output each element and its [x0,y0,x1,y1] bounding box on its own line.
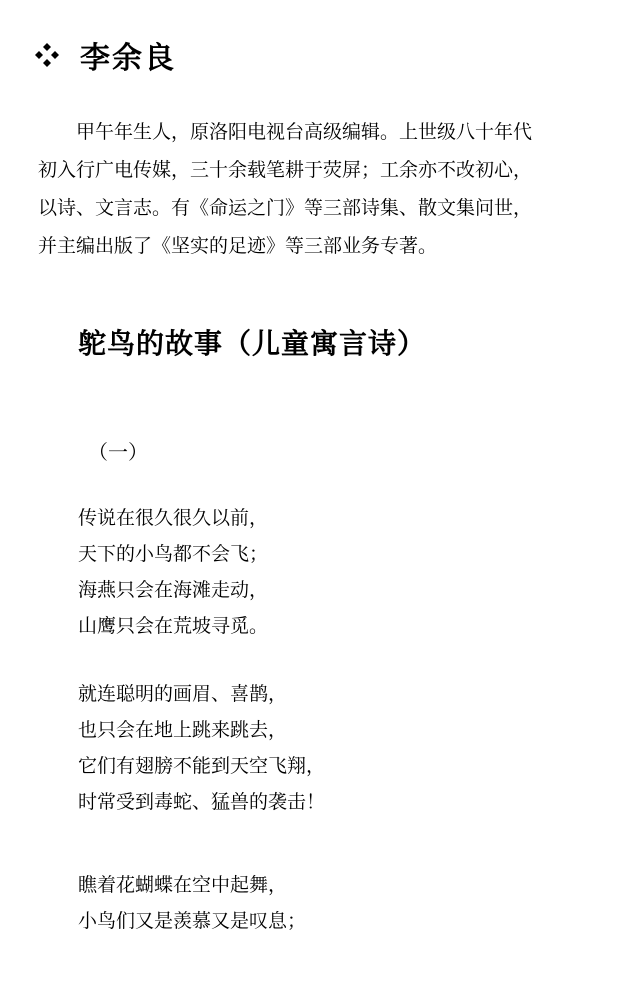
verse-line: 瞧着花蝴蝶在空中起舞， [78,874,288,896]
bio-line: 以诗、文言志。有《命运之门》等三部诗集、散文集问世， [38,197,533,219]
poem-stanza [78,867,306,939]
verse-line: 小鸟们又是羡慕又是叹息； [78,910,307,932]
poem-stanza [78,676,325,820]
author-name: 李余良 [80,41,176,76]
four-diamond-icon [34,42,60,68]
author-header [34,30,176,80]
verse-line: 就连聪明的画眉、喜鹊， [78,683,288,705]
poem-stanza [78,500,268,644]
author-bio [38,113,598,265]
verse-line: 传说在很久很久以前， [78,507,269,529]
section-number: （一） [88,440,148,464]
verse-line: 天下的小鸟都不会飞； [78,543,269,565]
verse-line: 山鹰只会在荒坡寻觅。 [78,615,269,637]
bio-line: 甲午年生人，原洛阳电视台高级编辑。上世级八十年代 [76,121,533,143]
bio-line: 初入行广电传媒，三十余载笔耕于荧屏；工余亦不改初心， [38,159,533,181]
bio-line: 并主编出版了《坚实的足迹》等三部业务专著。 [38,235,438,257]
verse-line: 海燕只会在海滩走动， [78,579,269,601]
verse-line: 时常受到毒蛇、猛兽的袭击！ [78,791,326,813]
verse-line: 也只会在地上跳来跳去， [78,719,288,741]
poem-title: 鸵鸟的故事（儿童寓言诗） [78,327,427,360]
verse-line: 它们有翅膀不能到天空飞翔， [78,755,326,777]
